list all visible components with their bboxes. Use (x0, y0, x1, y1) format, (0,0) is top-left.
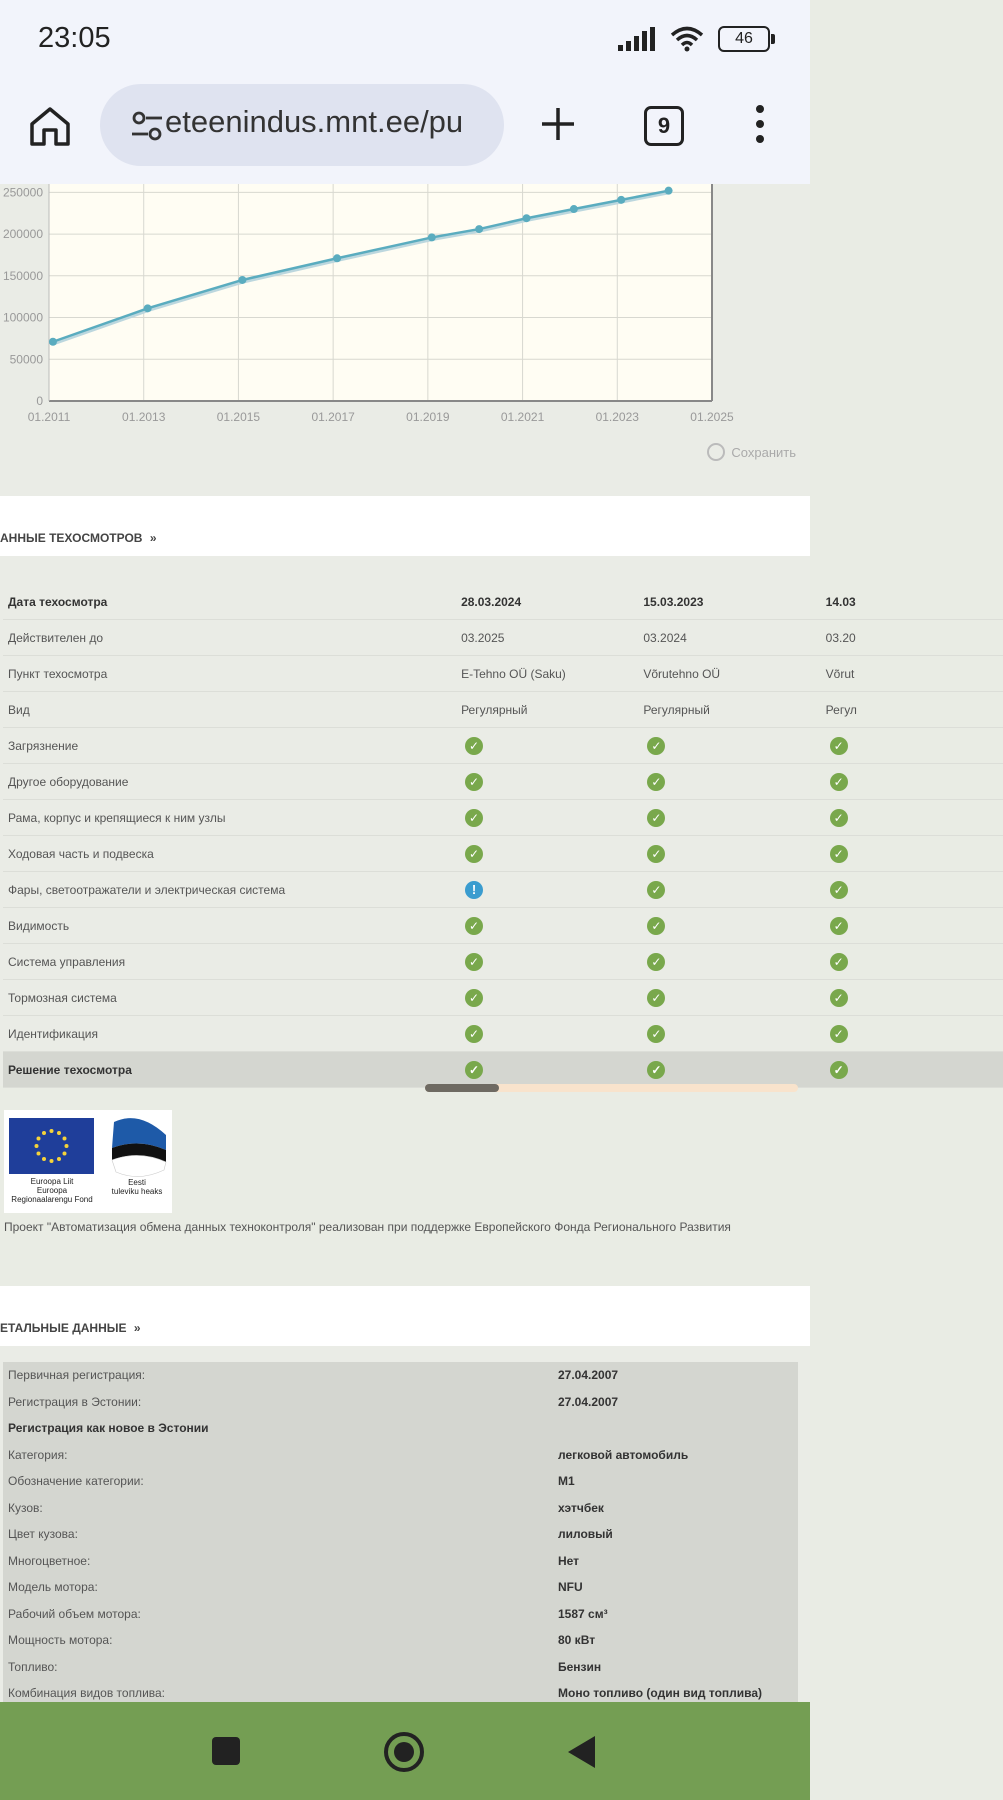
check-icon: ✓ (465, 953, 483, 971)
wifi-icon (670, 26, 704, 52)
detail-key: Обозначение категории: (8, 1474, 144, 1488)
detail-key: Топливо: (8, 1659, 58, 1674)
check-icon: ✓ (830, 917, 848, 935)
x-tick-label: 01.2019 (406, 410, 450, 424)
horizontal-scroll-thumb[interactable] (425, 1084, 499, 1092)
check-result (638, 872, 820, 908)
row-label: Тормозная система (3, 980, 456, 1016)
y-tick-label: 150000 (2, 268, 43, 283)
detail-value: Нет (558, 1553, 580, 1568)
table-row (3, 836, 1003, 872)
inspection-station: E-Tehno OÜ (Saku) (456, 656, 638, 692)
detail-key: Комбинация видов топлива: (8, 1686, 166, 1700)
details-table (3, 1362, 798, 1707)
detail-key: Категория: (8, 1447, 68, 1462)
more-menu-icon[interactable] (752, 104, 768, 144)
collapse-icon: » (133, 1321, 141, 1335)
site-settings-icon[interactable] (130, 110, 166, 142)
check-result (821, 1016, 1003, 1052)
data-point (570, 205, 578, 213)
row-label: Ходовая часть и подвеска (3, 836, 456, 872)
check-result (456, 980, 638, 1016)
check-icon: ✓ (465, 1061, 483, 1079)
ee-logo-text: Eesti tuleviku heaks (111, 1178, 163, 1196)
check-icon: ✓ (830, 989, 848, 1007)
check-result (456, 728, 638, 764)
check-result (821, 872, 1003, 908)
table-row (3, 620, 1003, 656)
detail-row (3, 1548, 798, 1575)
detail-value: 1587 см³ (558, 1606, 608, 1621)
detail-key: Первичная регистрация: (8, 1368, 146, 1382)
check-icon: ✓ (647, 917, 665, 935)
x-tick-label: 01.2011 (27, 410, 71, 424)
table-row (3, 1016, 1003, 1052)
check-icon: ✓ (465, 773, 483, 791)
check-icon: ✓ (465, 917, 483, 935)
inspections-section-toggle[interactable] (0, 531, 157, 545)
check-result (821, 944, 1003, 980)
x-tick-label: 01.2015 (216, 410, 261, 424)
check-result (821, 800, 1003, 836)
detail-value: M1 (558, 1474, 575, 1488)
detail-row (3, 1601, 798, 1628)
detail-value: 27.04.2007 (558, 1394, 619, 1409)
table-row (3, 872, 1003, 908)
table-row (3, 692, 1003, 728)
check-result (456, 944, 638, 980)
status-bar (0, 0, 810, 80)
detail-row (3, 1362, 798, 1389)
check-result (456, 908, 638, 944)
home-icon[interactable] (28, 104, 72, 148)
detail-key: Мощность мотора: (8, 1633, 113, 1647)
table-row (3, 656, 1003, 692)
valid-until: 03.2025 (456, 620, 638, 656)
check-result (638, 1016, 820, 1052)
table-row (3, 944, 1003, 980)
detail-key: Модель мотора: (8, 1580, 98, 1594)
details-section-title: ЕТАЛЬНЫЕ ДАННЫЕ (0, 1321, 127, 1335)
details-header-band (0, 1286, 810, 1346)
x-tick-label: 01.2021 (500, 410, 545, 424)
x-tick-label: 01.2013 (122, 410, 166, 424)
check-result (821, 728, 1003, 764)
check-result (456, 1016, 638, 1052)
details-section-toggle[interactable] (0, 1321, 141, 1335)
check-result (456, 800, 638, 836)
detail-row (3, 1654, 798, 1681)
check-icon: ✓ (830, 809, 848, 827)
url-text: eteenindus.mnt.ee/pu (165, 104, 464, 139)
inspections-section-title: АННЫЕ ТЕХОСМОТРОВ (0, 531, 143, 545)
row-label: Пункт техосмотра (3, 656, 456, 692)
check-icon: ✓ (465, 737, 483, 755)
status-icons (618, 26, 770, 52)
detail-row (3, 1468, 798, 1495)
check-result (638, 836, 820, 872)
check-result (821, 1052, 1003, 1088)
detail-value: Моно топливо (один вид топлива) (558, 1686, 763, 1700)
system-navigation-bar (0, 1702, 810, 1800)
detail-key: Рабочий объем мотора: (8, 1606, 141, 1621)
detail-row (3, 1627, 798, 1654)
funding-logos (4, 1110, 172, 1213)
x-tick-label: 01.2023 (595, 410, 639, 424)
x-tick-label: 01.2025 (690, 410, 734, 424)
check-icon: ✓ (465, 1025, 483, 1043)
check-icon: ✓ (647, 1061, 665, 1079)
inspection-date: 15.03.2023 (638, 584, 820, 620)
check-result (456, 1052, 638, 1088)
check-icon: ✓ (647, 989, 665, 1007)
check-result (638, 764, 820, 800)
check-result (638, 1052, 820, 1088)
data-point (617, 196, 625, 204)
collapse-icon: » (149, 531, 157, 545)
detail-value: 27.04.2007 (558, 1368, 619, 1382)
y-tick-label: 250000 (2, 185, 43, 200)
row-label: Решение техосмотра (3, 1052, 456, 1088)
table-row (3, 980, 1003, 1016)
detail-row (3, 1389, 798, 1416)
row-label: Загрязнение (3, 728, 456, 764)
check-result (456, 764, 638, 800)
table-row (3, 800, 1003, 836)
detail-key: Цвет кузова: (8, 1527, 78, 1541)
check-icon: ✓ (830, 1025, 848, 1043)
table-row (3, 584, 1003, 620)
check-result (638, 980, 820, 1016)
check-icon: ✓ (465, 845, 483, 863)
check-icon: ✓ (647, 881, 665, 899)
data-point (523, 214, 531, 222)
detail-value: легковой автомобиль (558, 1447, 689, 1462)
new-tab-icon[interactable] (538, 104, 578, 144)
project-text: Проект "Автоматизация обмена данных техноконтроля" реализован при поддержке Европейского Фонда Регионального Развития (4, 1220, 731, 1234)
detail-value: лиловый (558, 1527, 613, 1541)
inspection-date: 14.03 (821, 584, 1003, 620)
check-result (638, 944, 820, 980)
check-result (638, 728, 820, 764)
valid-until: 03.20 (821, 620, 1003, 656)
table-row (3, 728, 1003, 764)
detail-key: Регистрация в Эстонии: (8, 1394, 142, 1409)
browser-toolbar (0, 80, 810, 184)
status-time: 23:05 (38, 22, 111, 54)
detail-value: NFU (558, 1580, 583, 1594)
detail-value: Бензин (558, 1659, 602, 1674)
eu-logo-text: Euroopa Liit Euroopa Regionaalarengu Fond (11, 1177, 93, 1204)
detail-row (3, 1495, 798, 1522)
signal-icon (618, 27, 656, 51)
check-rows (3, 728, 1003, 1088)
row-label: Вид (3, 692, 456, 728)
y-tick-label: 200000 (2, 227, 43, 242)
row-label: Фары, светоотражатели и электрическая система (3, 872, 456, 908)
inspection-type: Регул (821, 692, 1003, 728)
check-result (638, 908, 820, 944)
check-result (456, 836, 638, 872)
check-result (821, 764, 1003, 800)
check-icon: ✓ (647, 953, 665, 971)
check-icon: ✓ (647, 809, 665, 827)
detail-value: 80 кВт (558, 1633, 596, 1647)
check-icon: ✓ (830, 773, 848, 791)
data-point (665, 187, 673, 195)
check-icon: ✓ (465, 809, 483, 827)
y-tick-label: 0 (36, 394, 43, 408)
valid-until: 03.2024 (638, 620, 820, 656)
data-point (238, 276, 246, 284)
check-icon: ✓ (647, 737, 665, 755)
row-label: Система управления (3, 944, 456, 980)
save-icon (707, 443, 725, 461)
check-result (456, 872, 638, 908)
row-label: Идентификация (3, 1016, 456, 1052)
check-icon: ✓ (830, 1061, 848, 1079)
row-label: Действителен до (3, 620, 456, 656)
check-icon: ✓ (647, 773, 665, 791)
row-label: Другое оборудование (3, 764, 456, 800)
check-result (638, 800, 820, 836)
inspections-header-band (0, 496, 810, 556)
row-label: Видимость (3, 908, 456, 944)
check-result (821, 908, 1003, 944)
inspection-date: 28.03.2024 (456, 584, 638, 620)
tab-count: 9 (657, 113, 671, 138)
home-nav-icon[interactable] (383, 1731, 425, 1773)
table-row (3, 764, 1003, 800)
data-point (475, 225, 483, 233)
detail-value: хэтчбек (558, 1500, 604, 1515)
data-point (333, 254, 341, 262)
chart-save-label: Сохранить (731, 444, 796, 460)
data-point (428, 233, 436, 241)
details-panel (0, 1346, 810, 1702)
check-icon: ✓ (830, 737, 848, 755)
check-icon: ✓ (465, 989, 483, 1007)
data-point (144, 304, 152, 312)
recents-icon[interactable] (211, 1736, 241, 1766)
check-icon: ✓ (647, 845, 665, 863)
inspection-station: Võrut (821, 656, 1003, 692)
inspection-type: Регулярный (638, 692, 820, 728)
detail-row (3, 1574, 798, 1601)
address-bar[interactable] (100, 84, 504, 166)
tab-switcher-button[interactable] (644, 106, 684, 146)
battery-level: 46 (735, 30, 753, 47)
row-label: Рама, корпус и крепящиеся к ним узлы (3, 800, 456, 836)
warning-icon: ! (465, 881, 483, 899)
check-icon: ✓ (647, 1025, 665, 1043)
y-tick-label: 100000 (2, 310, 43, 325)
detail-row (3, 1442, 798, 1469)
mileage-chart (0, 184, 810, 434)
inspections-panel (0, 556, 857, 1234)
check-icon: ✓ (830, 953, 848, 971)
inspection-station: Võrutehno OÜ (638, 656, 820, 692)
table-row (3, 908, 1003, 944)
detail-key: Регистрация как новое в Эстонии (8, 1421, 209, 1435)
check-result (821, 980, 1003, 1016)
battery-icon (718, 26, 770, 52)
plot-area (49, 184, 712, 401)
x-tick-label: 01.2017 (311, 410, 355, 424)
check-result (821, 836, 1003, 872)
inspections-table (3, 584, 1003, 1088)
row-label: Дата техосмотра (3, 584, 456, 620)
inspection-type: Регулярный (456, 692, 638, 728)
chart-save-button[interactable] (707, 443, 796, 461)
y-tick-label: 50000 (9, 352, 43, 367)
detail-row (3, 1521, 798, 1548)
detail-key: Кузов: (8, 1500, 43, 1515)
back-icon[interactable] (565, 1734, 597, 1770)
data-point (49, 338, 57, 346)
detail-key: Многоцветное: (8, 1553, 91, 1568)
detail-row (3, 1415, 798, 1442)
check-icon: ✓ (830, 845, 848, 863)
mileage-chart-section (0, 184, 810, 496)
decision-row (3, 1052, 1003, 1088)
check-icon: ✓ (830, 881, 848, 899)
